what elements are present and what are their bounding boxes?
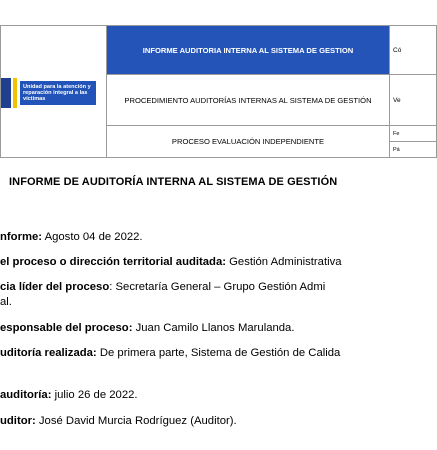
auditor-line	[0, 415, 237, 428]
field-value: al.	[0, 296, 12, 308]
process-cell: PROCESO EVALUACIÓN INDEPENDIENTE	[107, 126, 390, 158]
lead-office-continuation	[0, 296, 12, 309]
logo-text: Unidad para la atención y reparación integral a las víctimas	[20, 81, 96, 105]
audited-process-line	[0, 256, 342, 269]
field-value: De primera parte, Sistema de Gestión de Calida	[96, 347, 341, 359]
field-value: Gestión Administrativa	[226, 256, 342, 268]
audit-type-line	[0, 347, 340, 360]
version-cell: Ve	[390, 75, 437, 126]
field-value: Juan Camilo Llanos Marulanda.	[132, 322, 295, 334]
field-label: cia líder del proceso	[0, 281, 110, 293]
page-cell: Pá	[390, 142, 437, 158]
field-value: José David Murcia Rodríguez (Auditor).	[35, 415, 237, 427]
field-label: uditor:	[0, 415, 36, 427]
field-value: Agosto 04 de 2022.	[42, 231, 143, 243]
document-title: INFORME DE AUDITORÍA INTERNA AL SISTEMA DE GESTIÓN	[9, 176, 338, 188]
field-value: : Secretaría General – Grupo Gestión Admi	[109, 281, 326, 293]
field-label: uditoría realizada:	[0, 347, 97, 359]
report-date-line	[0, 231, 143, 244]
field-label: auditoría:	[0, 389, 52, 401]
unidad-victimas-logo	[1, 76, 104, 110]
field-label: nforme:	[0, 231, 43, 243]
field-label: el proceso o dirección territorial auditada:	[0, 256, 226, 268]
lead-office-line	[0, 281, 325, 294]
field-value: julio 26 de 2022.	[51, 389, 138, 401]
report-title-cell: INFORME AUDITORIA INTERNA AL SISTEMA DE GESTION	[107, 26, 390, 75]
procedure-cell: PROCEDIMIENTO AUDITORÍAS INTERNAS AL SISTEMA DE GESTIÓN	[107, 75, 390, 126]
field-label: esponsable del proceso:	[0, 322, 133, 334]
logo-mark-icon	[1, 78, 11, 108]
date-cell: Fe	[390, 126, 437, 142]
code-cell: Có	[390, 26, 437, 75]
document-header-table	[0, 25, 437, 158]
process-owner-line	[0, 322, 294, 335]
audit-date-line	[0, 389, 138, 402]
logo-stripe-icon	[13, 78, 17, 108]
logo-cell	[1, 26, 107, 158]
